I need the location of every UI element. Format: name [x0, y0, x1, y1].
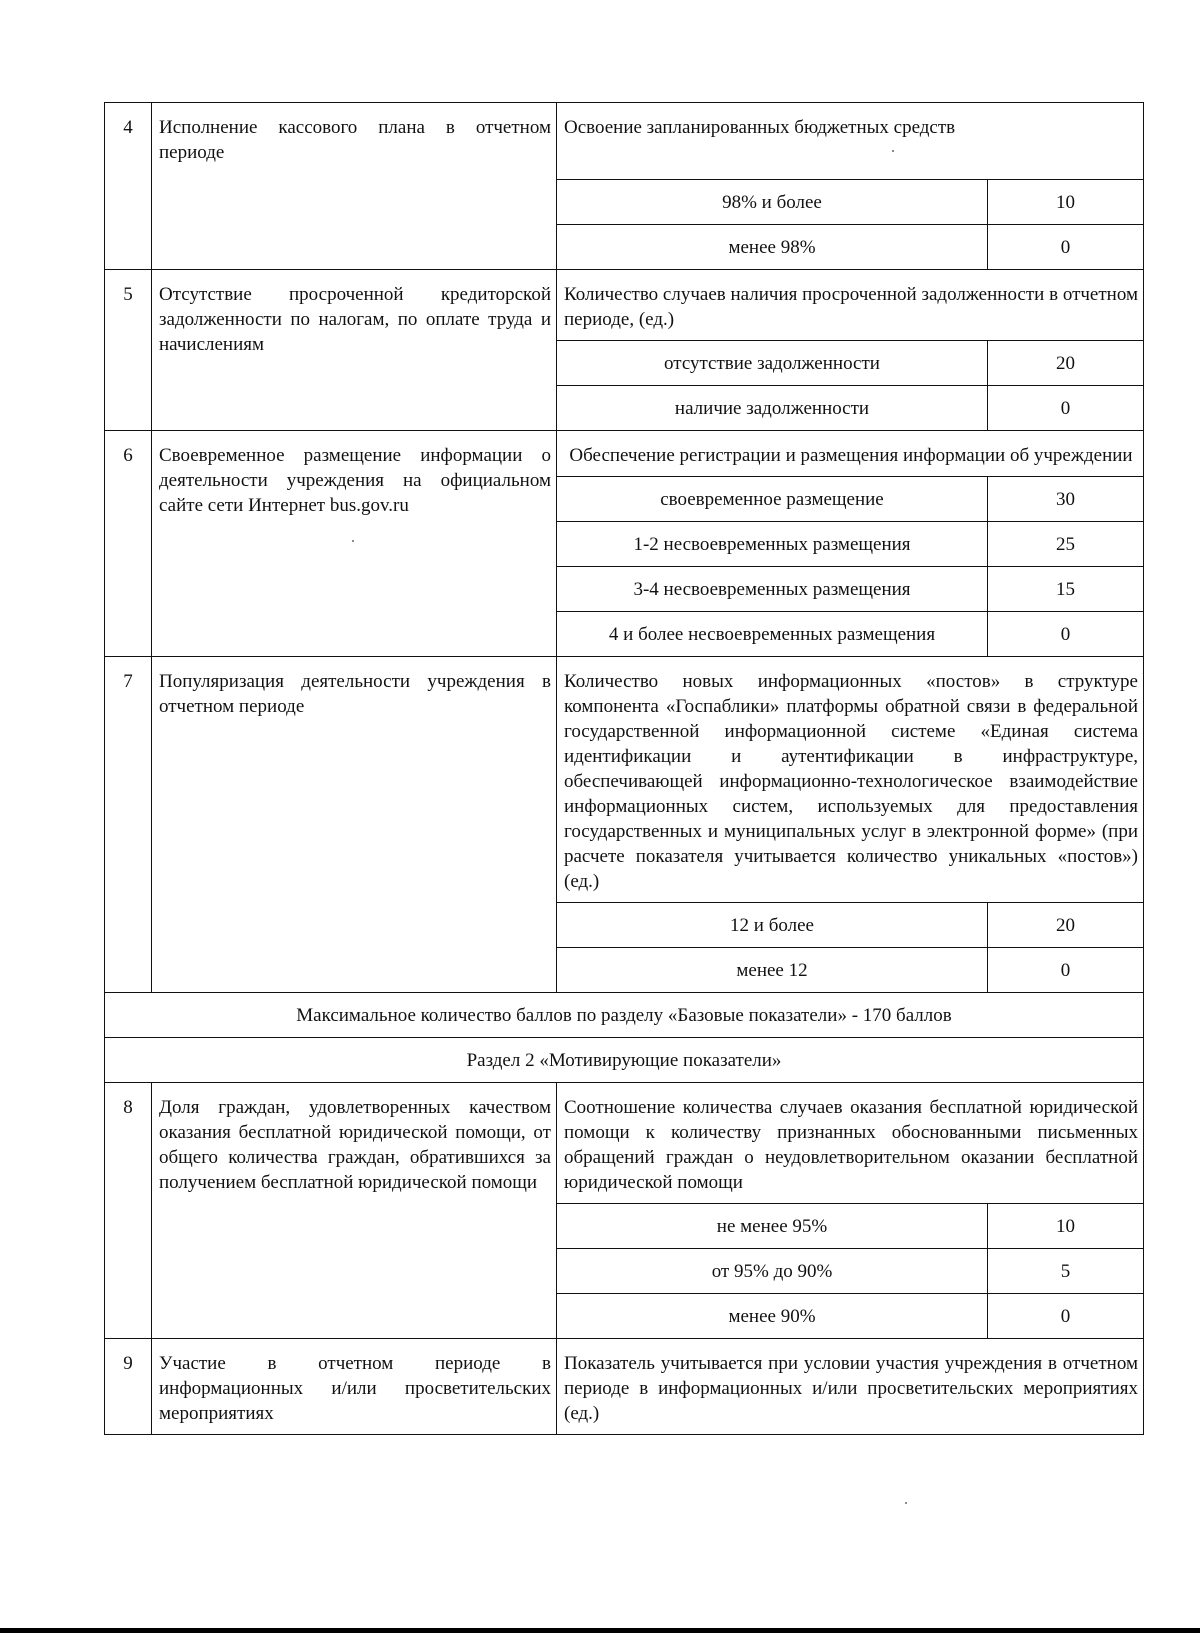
option-score: 15: [988, 567, 1144, 612]
option-score: 0: [988, 948, 1144, 993]
base-section-total: Максимальное количество баллов по разделу «Базовые показатели» - 170 баллов: [105, 993, 1144, 1038]
option-score: 5: [988, 1249, 1144, 1294]
indicator-description: Показатель учитывается при условии участия учреждения в отчетном периоде в информационных и/или просветительских мероприятиях (ед.): [557, 1339, 1144, 1435]
row-number: 5: [105, 270, 152, 431]
option-label: 1-2 несвоевременных размещения: [557, 522, 988, 567]
indicator-name: Своевременное размещение информации о деятельности учреждения на официальном сайте сети Интернет bus.gov.ru: [152, 431, 557, 657]
option-label: 98% и более: [557, 180, 988, 225]
option-label: 12 и более: [557, 903, 988, 948]
indicator-name: Популяризация деятельности учреждения в отчетном периоде: [152, 657, 557, 993]
option-label: менее 98%: [557, 225, 988, 270]
table-row: [105, 431, 1144, 477]
option-label: 3-4 несвоевременных размещения: [557, 567, 988, 612]
table-row: [105, 657, 1144, 903]
indicator-name: Доля граждан, удовлетворенных качеством оказания бесплатной юридической помощи, от общего количества граждан, обратившихся за получением бесплатной юридической помощи: [152, 1083, 557, 1339]
row-number: 8: [105, 1083, 152, 1339]
option-label: менее 12: [557, 948, 988, 993]
option-label: наличие задолженности: [557, 386, 988, 431]
option-label: не менее 95%: [557, 1204, 988, 1249]
option-label: от 95% до 90%: [557, 1249, 988, 1294]
option-score: 10: [988, 1204, 1144, 1249]
table-row: [105, 1083, 1144, 1204]
option-score: 20: [988, 341, 1144, 386]
indicator-description: Обеспечение регистрации и размещения информации об учреждении: [557, 431, 1144, 477]
indicator-name: Участие в отчетном периоде в информационных и/или просветительских мероприятиях: [152, 1339, 557, 1435]
indicator-description: Соотношение количества случаев оказания бесплатной юридической помощи к количеству признанных обоснованными письменных обращений граждан о неудовлетворительном оказании бесплатной юридической помощи: [557, 1083, 1144, 1204]
option-score: 0: [988, 612, 1144, 657]
option-score: 30: [988, 477, 1144, 522]
option-score: 0: [988, 1294, 1144, 1339]
option-label: отсутствие задолженности: [557, 341, 988, 386]
indicators-table: [104, 102, 1144, 1435]
section-heading-row: [105, 1038, 1144, 1083]
section-2-title: Раздел 2 «Мотивирующие показатели»: [105, 1038, 1144, 1083]
option-label: своевременное размещение: [557, 477, 988, 522]
summary-row: [105, 993, 1144, 1038]
row-number: 7: [105, 657, 152, 993]
option-score: 0: [988, 386, 1144, 431]
row-number: 6: [105, 431, 152, 657]
option-label: менее 90%: [557, 1294, 988, 1339]
indicator-name: Исполнение кассового плана в отчетном периоде: [152, 103, 557, 270]
indicator-description: Освоение запланированных бюджетных средств: [557, 103, 1144, 180]
scan-bottom-edge: [0, 1628, 1200, 1633]
indicator-description: Количество случаев наличия просроченной задолженности в отчетном периоде, (ед.): [557, 270, 1144, 341]
table-row: [105, 270, 1144, 341]
table-row: [105, 1339, 1144, 1435]
option-score: 20: [988, 903, 1144, 948]
option-score: 0: [988, 225, 1144, 270]
option-score: 10: [988, 180, 1144, 225]
table-row: [105, 103, 1144, 180]
option-score: 25: [988, 522, 1144, 567]
indicator-name: Отсутствие просроченной кредиторской задолженности по налогам, по оплате труда и начислениям: [152, 270, 557, 431]
indicator-description: Количество новых информационных «постов» в структуре компонента «Госпаблики» платформы обратной связи в федеральной государственной информационной системе «Единая система идентификации и аутентификации в инфраструктуре, обеспечивающей информационно-технологическое взаимодействие информационных систем, используемых для предоставления государственных и муниципальных услуг в электронной форме» (при расчете показателя учитывается количество уникальных «постов») (ед.): [557, 657, 1144, 903]
option-label: 4 и более несвоевременных размещения: [557, 612, 988, 657]
row-number: 4: [105, 103, 152, 270]
row-number: 9: [105, 1339, 152, 1435]
